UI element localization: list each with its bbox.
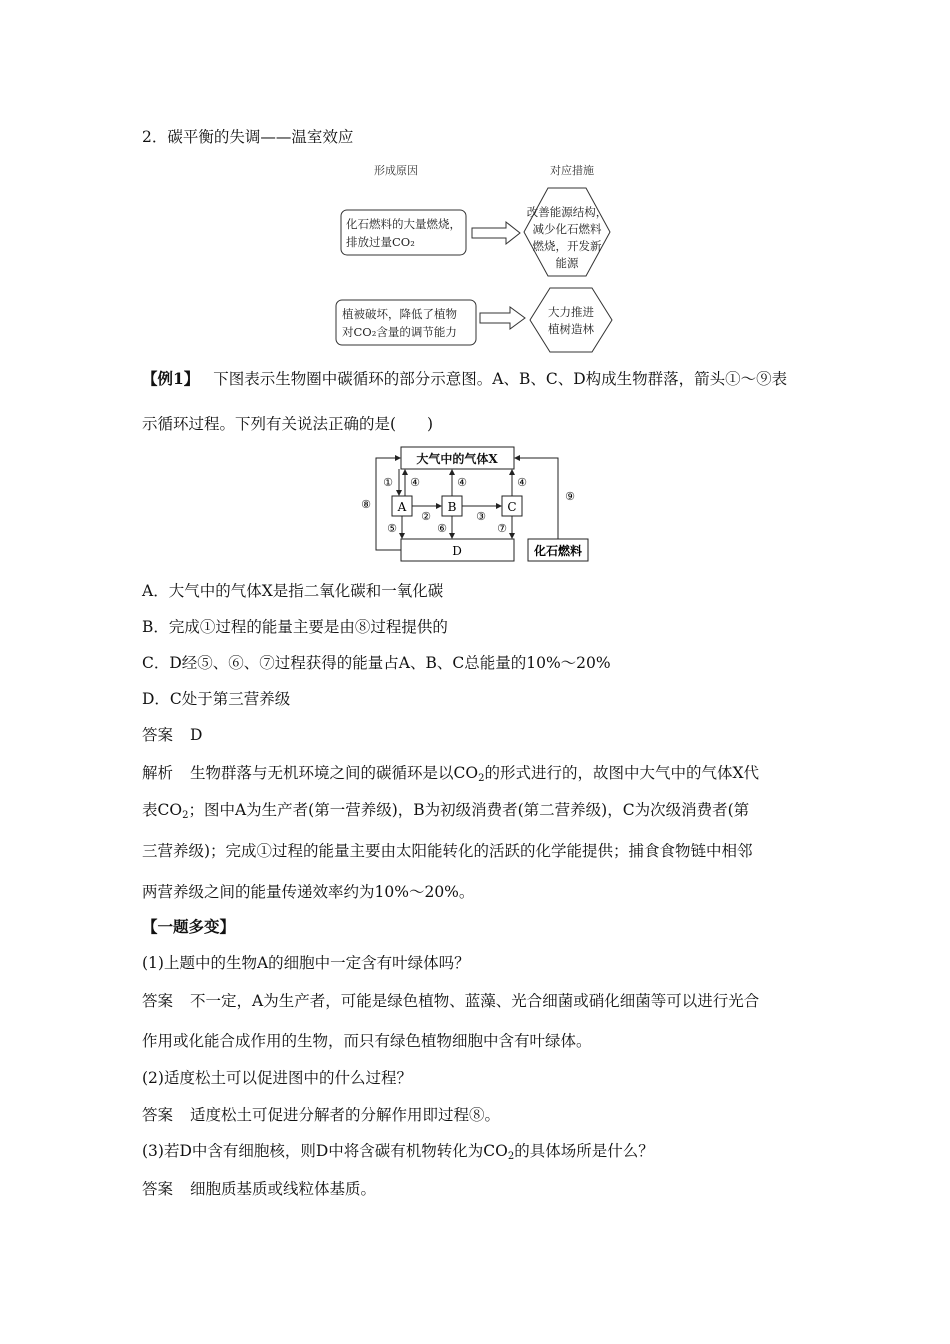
example-question-line2: 示循环过程。下列有关说法正确的是( ) <box>142 415 434 433</box>
variant-question-1: (1)上题中的生物A的细胞中一定含有叶绿体吗？ <box>142 954 470 972</box>
variant-answer-2-text: 适度松土可促进分解者的分解作用即过程⑧。 <box>190 1106 501 1124</box>
option-d: D．C处于第三营养级 <box>142 690 291 708</box>
node-c-label: C <box>507 500 517 514</box>
label-4c: ④ <box>517 476 527 489</box>
option-c: C．D经⑤、⑥、⑦过程获得的能量占A、B、C总能量的10%～20% <box>142 654 611 672</box>
co2-subscript: 2 <box>182 810 189 821</box>
option-b: B．完成①过程的能量主要是由⑧过程提供的 <box>142 618 448 636</box>
co2-subscript: 2 <box>507 1151 515 1162</box>
arrow-right-1 <box>472 222 520 244</box>
analysis-label: 解析 <box>142 764 174 782</box>
cause2-line1: 植被破坏，降低了植物 <box>342 307 457 321</box>
analysis-text1b: 的形式进行的，故图中大气中的气体X代 <box>484 764 759 782</box>
analysis-line1 <box>142 763 759 789</box>
atmosphere-label: 大气中的气体X <box>416 452 498 466</box>
col-measure-label: 对应措施 <box>550 164 594 177</box>
measure1-line4: 能源 <box>555 256 579 270</box>
label-4a: ④ <box>410 476 420 489</box>
cause1-line1: 化石燃料的大量燃烧， <box>346 217 461 231</box>
label-3: ③ <box>476 510 486 523</box>
variant-answer-2-label: 答案 <box>142 1106 174 1124</box>
carbon-cycle-diagram <box>356 444 596 564</box>
variant-answer-2 <box>142 1105 500 1125</box>
col-cause-label: 形成原因 <box>374 164 418 177</box>
label-6: ⑥ <box>437 522 447 535</box>
label-7: ⑦ <box>497 522 507 535</box>
analysis-line3: 三营养级)；完成①过程的能量主要由太阳能转化的活跃的化学能提供；捕食食物链中相邻 <box>142 842 753 860</box>
answer-label: 答案 <box>142 726 174 744</box>
cause2-line2: 对CO₂含量的调节能力 <box>342 325 457 339</box>
arrow-right-2 <box>480 307 525 329</box>
variant-answer-1-label: 答案 <box>142 992 174 1010</box>
answer-line <box>142 725 202 745</box>
analysis-line4: 两营养级之间的能量传递效率约为10%～20%。 <box>142 883 475 901</box>
analysis-line2 <box>142 800 749 826</box>
measure2-hexagon <box>530 288 612 352</box>
cause1-line2: 排放过量CO₂ <box>346 235 415 249</box>
label-5: ⑤ <box>387 522 397 535</box>
variant-answer-1-line2: 作用或化能合成作用的生物，而只有绿色植物细胞中含有叶绿体。 <box>142 1032 592 1050</box>
option-a: A．大气中的气体X是指二氧化碳和一氧化碳 <box>142 582 444 600</box>
measure2-line2: 植树造林 <box>548 322 594 336</box>
variant-question-2: (2)适度松土可以促进图中的什么过程？ <box>142 1069 412 1087</box>
example-question-text1: 下图表示生物圈中碳循环的部分示意图。A、B、C、D构成生物群落，箭头①～⑨表 <box>213 370 788 388</box>
co2-subscript: 2 <box>478 773 485 784</box>
example-tag: 【例1】 <box>142 369 200 388</box>
measure1-line2: 减少化石燃料 <box>532 222 602 236</box>
variants-title: 【一题多变】 <box>142 917 236 936</box>
analysis-text2b: ；图中A为生产者(第一营养级)，B为初级消费者(第二营养级)，C为次级消费者(第 <box>188 801 750 819</box>
variant-question-3 <box>142 1141 654 1167</box>
analysis-text2a: 表CO <box>142 801 183 819</box>
example-question-line1 <box>142 369 787 389</box>
node-b-label: B <box>447 500 457 514</box>
node-d-label: D <box>452 544 462 558</box>
measure2-line1: 大力推进 <box>548 305 594 319</box>
label-4b: ④ <box>457 476 467 489</box>
variant-answer-3 <box>142 1179 376 1199</box>
variant-answer-3-text: 细胞质基质或线粒体基质。 <box>190 1180 377 1198</box>
variant-question-3-text-a: (3)若D中含有细胞核，则D中将含碳有机物转化为CO <box>142 1142 508 1160</box>
node-a-label: A <box>397 500 407 514</box>
measure1-line3: 燃烧，开发新 <box>532 239 602 253</box>
analysis-text1a: 生物群落与无机环境之间的碳循环是以CO <box>190 764 479 782</box>
variant-answer-1-text1: 不一定，A为生产者，可能是绿色植物、蓝藻、光合细菌或硝化细菌等可以进行光合 <box>190 992 760 1010</box>
measure1-line1: 改善能源结构， <box>526 205 608 219</box>
label-1: ① <box>383 476 393 489</box>
label-9: ⑨ <box>565 490 575 503</box>
variant-answer-3-label: 答案 <box>142 1180 174 1198</box>
variant-question-3-text-b: 的具体场所是什么？ <box>514 1142 654 1160</box>
answer-value: D <box>190 726 203 744</box>
fossil-fuel-label: 化石燃料 <box>533 544 583 558</box>
variant-answer-1-line1 <box>142 991 759 1011</box>
label-8: ⑧ <box>361 498 371 511</box>
label-2: ② <box>421 510 431 523</box>
section-title: 2．碳平衡的失调——温室效应 <box>142 128 354 146</box>
greenhouse-diagram <box>330 158 630 358</box>
